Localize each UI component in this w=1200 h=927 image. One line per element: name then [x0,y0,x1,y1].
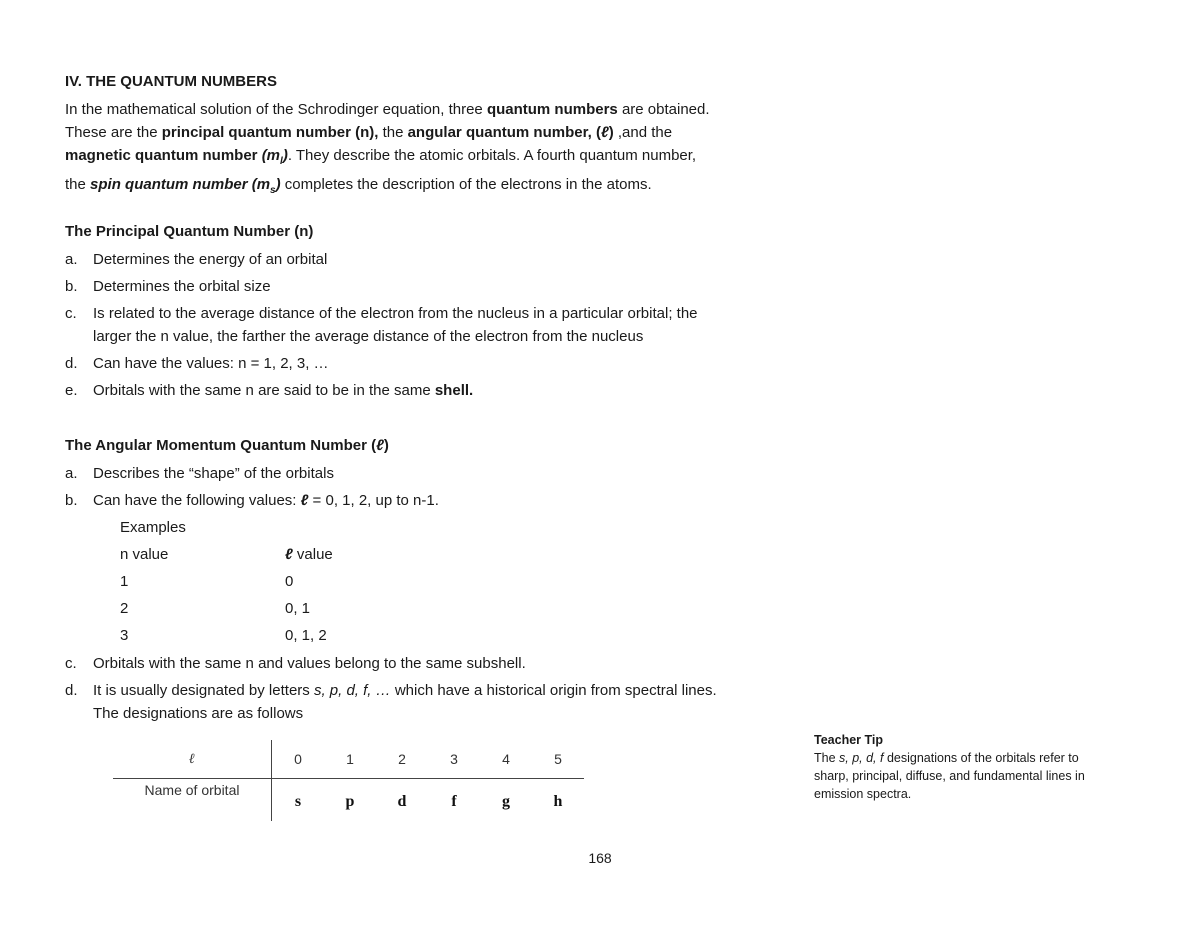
intro-ml-sub: l [280,156,283,167]
examples-col2-header [285,543,333,566]
list-item-text: Can have the values: n = 1, 2, 3, … [93,355,329,372]
intro-text: the [65,176,91,193]
table-cell: d [397,793,407,810]
table-cell: 3 [428,740,480,779]
teacher-tip-text: emission spectra. [814,787,912,801]
table-cell: g [502,793,510,810]
intro-term-principal: principal quantum number (n), [161,124,379,141]
term-shell: shell. [434,382,474,399]
intro-ell-symbol: ℓ [600,124,609,141]
intro-term-angular-close: ) [608,124,614,141]
list-marker: e. [65,382,78,399]
list-item-text: Can have the following values: [93,492,301,509]
teacher-tip-title: Teacher Tip [814,733,884,747]
examples-n-value: 3 [120,627,129,644]
examples-n-value: 1 [120,573,129,590]
intro-paragraph [65,98,805,202]
examples-l-value: 0, 1, 2 [285,627,327,644]
intro-term-magnetic: magnetic quantum number [65,147,262,164]
list-marker: d. [65,682,78,699]
list-marker: b. [65,492,78,509]
principal-item-c [65,302,698,345]
intro-text: the [378,124,408,141]
angular-item-c [65,652,526,675]
teacher-tip-text: designations of the orbitals refer to [883,751,1079,765]
intro-line-3 [65,144,805,173]
intro-text: In the mathematical solution of the Schrodinger equation, three [65,101,487,118]
examples-l-value: 0, 1 [285,600,311,617]
page-number: 168 [588,850,612,866]
intro-line-4 [65,173,805,202]
angular-item-d [65,679,717,722]
table-cell: 4 [480,740,532,779]
teacher-tip-letters: s, p, d, f [839,751,884,765]
principal-item-b [65,275,271,298]
orbital-letters: s, p, d, f, … [313,682,391,699]
angular-heading-text: The Angular Momentum Quantum Number ( [65,437,377,454]
table-cell: 0 [272,740,325,779]
intro-text: completes the description of the electrons in the atoms. [280,176,652,193]
examples-l-value: 0 [285,573,294,590]
list-marker: c. [65,655,77,672]
table-cell: 2 [376,740,428,779]
principal-item-a [65,248,327,271]
section-title: IV. THE QUANTUM NUMBERS [65,73,277,90]
intro-term-spin: spin quantum number [90,176,252,193]
examples-col1-header: n value [120,546,169,563]
list-item-text: Orbitals with the same n are said to be in the same [93,382,435,399]
list-item-continuation: The designations are as follows [93,705,304,722]
list-marker: a. [65,465,78,482]
list-item-text: It is usually designated by letters [93,682,314,699]
table-row [113,740,584,779]
list-item-text: = 0, 1, 2, up to n-1. [308,492,439,509]
list-marker: c. [65,305,77,322]
intro-text: . They describe the atomic orbitals. A fourth quantum number, [287,147,697,164]
angular-heading-close: ) [383,437,389,454]
examples-n-value: 2 [120,600,129,617]
intro-ml-close: ) [282,147,288,164]
teacher-tip [814,731,1134,803]
table-row-label: Name of orbital [113,779,272,822]
list-item-continuation: larger the n value, the farther the average distance of the electron from the nucleus [93,328,644,345]
table-cell: h [553,793,563,810]
table-cell: 1 [324,740,376,779]
list-marker: a. [65,251,78,268]
angular-item-b [65,489,439,512]
list-item-text: Is related to the average distance of the electron from the nucleus in a particular orbital; the [93,305,698,322]
ell-symbol: ℓ [285,546,293,563]
teacher-tip-text: sharp, principal, diffuse, and fundamental lines in [814,769,1085,783]
angular-item-a [65,462,334,485]
table-row [113,779,584,822]
intro-ms-close: ) [275,176,281,193]
list-marker: b. [65,278,78,295]
principal-item-e [65,379,473,402]
list-marker: d. [65,355,78,372]
table-cell: s [294,793,302,810]
table-cell: f [451,793,457,810]
angular-heading [65,436,389,456]
table-ell-header: ℓ [113,740,272,779]
intro-line-2 [65,121,805,144]
angular-heading-ell: ℓ [376,437,384,454]
principal-item-d [65,352,329,375]
list-item-text: Determines the orbital size [93,278,271,295]
ell-symbol: ℓ [300,492,309,509]
table-cell: p [345,793,355,810]
intro-ml-symbol: (m [261,147,281,164]
teacher-tip-text: The [814,751,840,765]
intro-ms-sub: s [270,185,276,196]
examples-label: Examples [120,519,186,536]
intro-line-1 [65,98,805,121]
table-cell: 5 [532,740,584,779]
list-item-text: Determines the energy of an orbital [93,251,328,268]
list-item-text: Describes the “shape” of the orbitals [93,465,334,482]
intro-ms-symbol: (m [251,176,271,193]
intro-text: are obtained. [617,101,710,118]
orbital-designation-table [113,740,584,821]
intro-text: These are the [65,124,162,141]
intro-text: ,and the [613,124,673,141]
examples-col2-header-text: value [292,546,333,563]
list-item-text: which have a historical origin from spectral lines. [390,682,717,699]
intro-term-quantum-numbers: quantum numbers [486,101,618,118]
list-item-text: Orbitals with the same n and values belong to the same subshell. [93,655,526,672]
principal-heading: The Principal Quantum Number (n) [65,223,314,240]
intro-term-angular: angular quantum number, ( [407,124,601,141]
